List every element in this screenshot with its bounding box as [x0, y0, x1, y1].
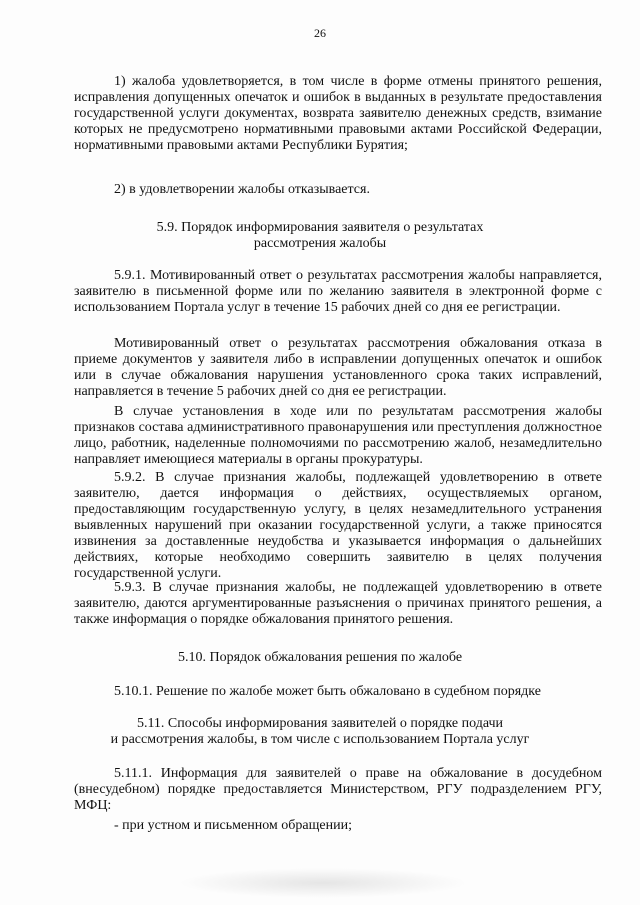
- section-heading-5-9-line-2: рассмотрения жалобы: [253, 236, 387, 251]
- scan-artifact: [178, 868, 468, 898]
- paragraph-5-9-2: 5.9.2. В случае признания жалобы, подлежащей удовлетворению в ответе заявителю, дается информация о действиях, осуществляемых органом, предоставляющим государственную услугу, в целях незамедлительного устранения выявленных нарушений при оказании государственной услуги, а также приносятся извинения за доставленные неудобства и указывается информация о дальнейших действиях, которые необходимо совершить заявителю в целях получения государственной услуги.: [74, 470, 602, 581]
- section-heading-5-11: [0, 716, 640, 748]
- section-heading-5-10: 5.10. Порядок обжалования решения по жалобе: [177, 650, 463, 665]
- paragraph-5-9-1-c: В случае установления в ходе или по результатам рассмотрения жалобы признаков состава административного правонарушения или преступления должностное лицо, работник, наделенные полномочиями по рассмотрению жалоб, незамедлительно направляет имеющиеся материалы в органы прокуратуры.: [74, 404, 602, 467]
- paragraph-1: 1) жалоба удовлетворяется, в том числе в форме отмены принятого решения, исправления допущенных опечаток и ошибок в выданных в результате предоставления государственной услуги документах, возврата заявителю денежных средств, взимание которых не предусмотрено нормативными правовыми актами Российской Федерации, нормативными правовыми актами Республики Бурятия;: [74, 74, 602, 153]
- paragraph-5-9-1-b: Мотивированный ответ о результатах рассмотрения обжалования отказа в приеме документов у заявителя либо в исправлении допущенных опечаток и ошибок или в случае обжалования нарушения установленного срока таких исправлений, направляется в течение 5 рабочих дней со дня ее регистрации.: [74, 336, 602, 399]
- section-heading-5-11-line-1: 5.11. Способы информирования заявителей о порядке подачи: [136, 716, 504, 731]
- section-heading-5-9: [0, 220, 640, 252]
- paragraph-5-11-1: 5.11.1. Информация для заявителей о праве на обжалование в досудебном (внесудебном) порядке предоставляется Министерством, РГУ подразделением РГУ, МФЦ:: [74, 766, 602, 813]
- paragraph-2: 2) в удовлетворении жалобы отказывается.: [114, 182, 370, 197]
- section-heading-5-11-line-2: и рассмотрения жалобы, в том числе с использованием Портала услуг: [110, 732, 530, 747]
- paragraph-5-11-1-b: - при устном и письменном обращении;: [114, 818, 352, 833]
- page-number: 26: [314, 26, 326, 40]
- paragraph-5-9-1: 5.9.1. Мотивированный ответ о результатах рассмотрения жалобы направляется, заявителю в письменной форме или по желанию заявителя в электронной форме с использованием Портала услуг в течение 15 рабочих дней со дня ее регистрации.: [74, 268, 602, 315]
- section-heading-5-9-line-1: 5.9. Порядок информирования заявителя о результатах: [156, 220, 484, 235]
- paragraph-5-9-3: 5.9.3. В случае признания жалобы, не подлежащей удовлетворению в ответе заявителю, даются аргументированные разъяснения о причинах принятого решения, а также информация о порядке обжалования принятого решения.: [74, 580, 602, 627]
- paragraph-5-10-1: 5.10.1. Решение по жалобе может быть обжаловано в судебном порядке: [114, 684, 541, 699]
